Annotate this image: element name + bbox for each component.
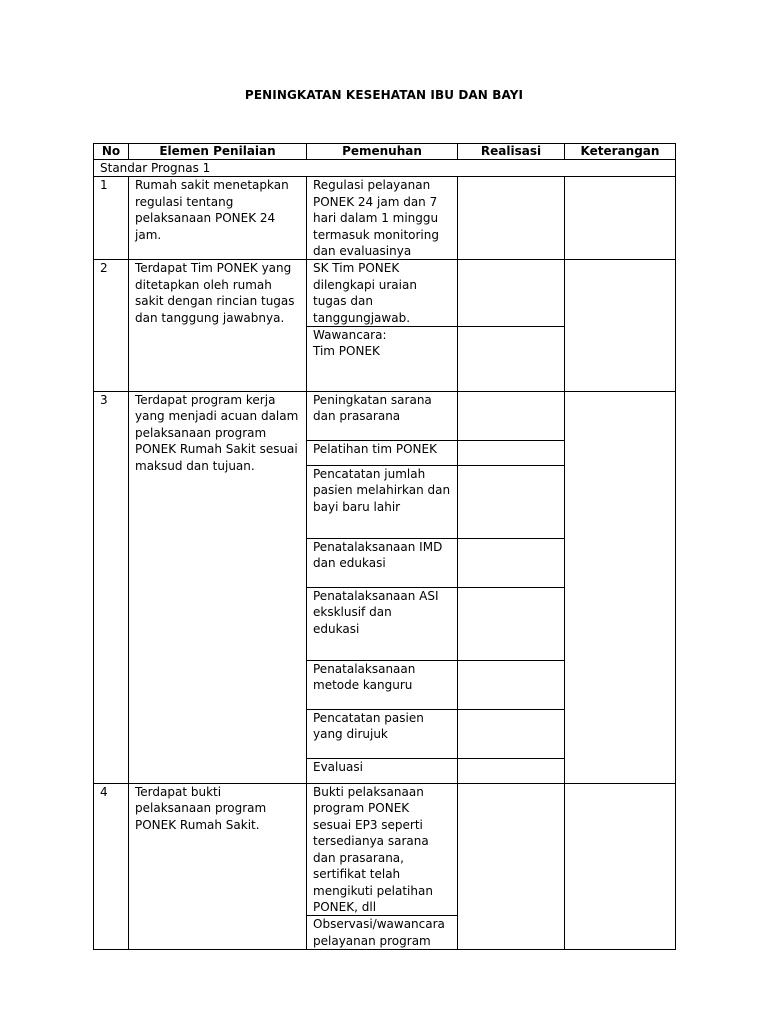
realisasi-cell <box>458 260 565 327</box>
header-pemenuhan: Pemenuhan <box>307 144 458 160</box>
pemenuhan-cell: Pencatatan pasien yang dirujuk <box>307 710 458 759</box>
pemenuhan-line: edukasi <box>313 621 360 636</box>
header-keterangan: Keterangan <box>565 144 676 160</box>
header-realisasi: Realisasi <box>458 144 565 160</box>
keterangan-cell <box>565 784 676 950</box>
pemenuhan-cell: SK Tim PONEK dilengkapi uraian tugas dan tanggungjawab. <box>307 260 458 327</box>
realisasi-cell <box>458 661 565 710</box>
pemenuhan-cell: Peningkatan sarana dan prasarana <box>307 392 458 441</box>
pemenuhan-cell: Observasi/wawancara pelayanan program <box>307 916 458 950</box>
table-header-row <box>94 144 676 160</box>
document-title: PENINGKATAN KESEHATAN IBU DAN BAYI <box>244 88 524 102</box>
pemenuhan-line: Penatalaksanaan ASI eksklusif dan <box>313 589 439 620</box>
table-row <box>94 392 676 441</box>
keterangan-cell <box>565 177 676 260</box>
elemen-cell: Terdapat bukti pelaksanaan program PONEK Rumah Sakit. <box>129 784 307 950</box>
pemenuhan-cell <box>307 327 458 392</box>
realisasi-cell <box>458 177 565 260</box>
row-number: 3 <box>94 392 129 784</box>
row-number: 4 <box>94 784 129 950</box>
elemen-cell: Terdapat Tim PONEK yang ditetapkan oleh rumah sakit dengan rincian tugas dan tanggung jawabnya. <box>129 260 307 392</box>
pemenuhan-cell: Penatalaksanaan metode kanguru <box>307 661 458 710</box>
pemenuhan-line: Wawancara: <box>313 328 387 343</box>
pemenuhan-cell: Bukti pelaksanaan program PONEK sesuai EP3 seperti tersedianya sarana dan prasarana, sertifikat telah mengikuti pelatihan PONEK, dll <box>307 784 458 916</box>
pemenuhan-cell <box>307 588 458 661</box>
keterangan-cell <box>565 392 676 784</box>
elemen-cell: Terdapat program kerja yang menjadi acuan dalam pelaksanaan program PONEK Rumah Sakit sesuai maksud dan tujuan. <box>129 392 307 784</box>
pemenuhan-cell: Pencatatan jumlah pasien melahirkan dan bayi baru lahir <box>307 466 458 539</box>
realisasi-cell <box>458 327 565 392</box>
assessment-table <box>93 143 676 950</box>
section-row <box>94 160 676 177</box>
table-row <box>94 177 676 260</box>
realisasi-cell <box>458 466 565 539</box>
elemen-cell: Rumah sakit menetapkan regulasi tentang pelaksanaan PONEK 24 jam. <box>129 177 307 260</box>
realisasi-cell <box>458 539 565 588</box>
realisasi-cell <box>458 392 565 441</box>
pemenuhan-cell: Regulasi pelayanan PONEK 24 jam dan 7 hari dalam 1 minggu termasuk monitoring dan evaluasinya <box>307 177 458 260</box>
realisasi-cell <box>458 759 565 784</box>
pemenuhan-cell: Penatalaksanaan IMD dan edukasi <box>307 539 458 588</box>
table-row <box>94 260 676 327</box>
realisasi-cell <box>458 784 565 950</box>
realisasi-cell <box>458 710 565 759</box>
pemenuhan-cell: Pelatihan tim PONEK <box>307 441 458 466</box>
keterangan-cell <box>565 260 676 392</box>
pemenuhan-line: Tim PONEK <box>313 344 380 359</box>
pemenuhan-cell: Evaluasi <box>307 759 458 784</box>
header-elemen-penilaian: Elemen Penilaian <box>129 144 307 160</box>
row-number: 1 <box>94 177 129 260</box>
realisasi-cell <box>458 588 565 661</box>
row-number: 2 <box>94 260 129 392</box>
header-no: No <box>94 144 129 160</box>
realisasi-cell <box>458 441 565 466</box>
table-row <box>94 784 676 916</box>
section-label: Standar Prognas 1 <box>94 160 676 177</box>
